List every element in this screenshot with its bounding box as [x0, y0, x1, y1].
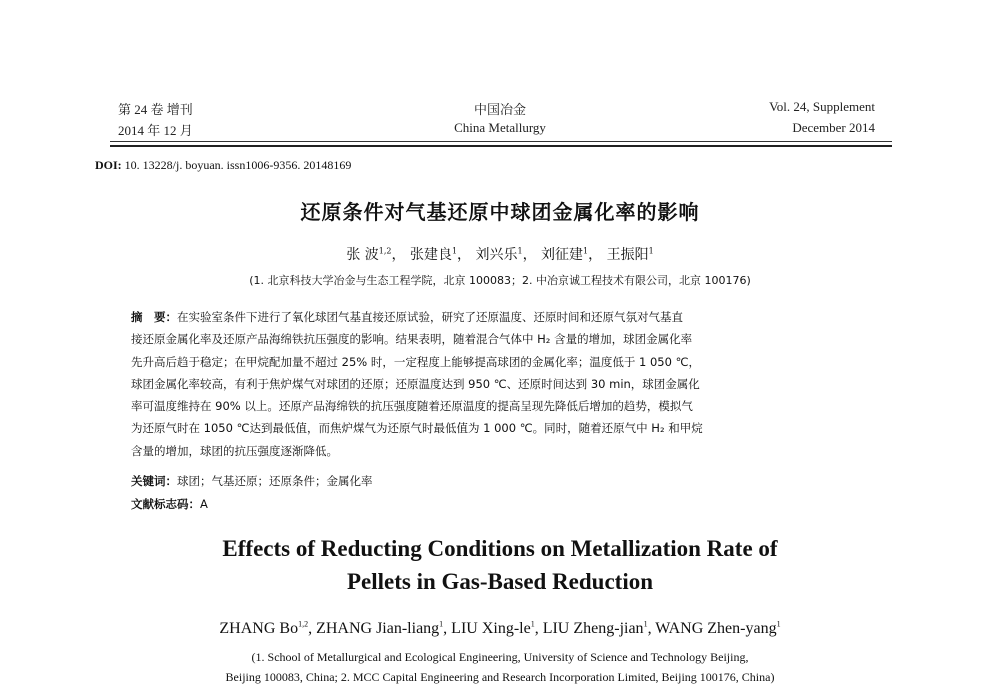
title-en-line-2: Pellets in Gas-Based Reduction [346, 569, 654, 594]
author-en: WANG Zhen-yang [655, 620, 777, 637]
author-cn: 张 波 [346, 247, 379, 263]
author-cn: 刘兴乐 [475, 247, 518, 263]
affiliation-en-line-1: (1. School of Metallurgical and Ecological Engineering, University of Science and Technology Beijing, [251, 650, 749, 664]
header-journal-en: China Metallurgy [454, 120, 546, 135]
author-cn: 刘征建 [541, 247, 584, 263]
document-code-value: A [200, 497, 208, 511]
document-code [131, 496, 208, 512]
keywords-value: 球团；气基还原；还原条件；金属化率 [177, 474, 373, 488]
abstract-line: 率可温度维持在 90% 以上。还原产品海绵铁的抗压强度随着还原温度的提高呈现先降低后增加的趋势，模拟气 [131, 399, 693, 414]
authors-en: ZHANG Bo$^{1,2}$, ZHANG Jian-liang$^1$, LIU Xing-$le^1$, LIU Zheng-jian$^1$, WANG Zhen-yang$^1$ [219, 619, 781, 637]
affiliation-cn: (1. 北京科技大学冶金与生态工程学院，北京 100083；2. 中冶京诚工程技术有限公司，北京 100176) [249, 274, 751, 287]
keywords-label: 关键词： [131, 474, 177, 488]
abstract-line: 球团金属化率较高，有利于焦炉煤气对球团的还原；还原温度达到 950 ℃、还原时间达到 30 min，球团金属化 [131, 376, 700, 391]
author-affil-sup: 1,2 [298, 619, 309, 629]
author-affil-sup: 1 [643, 619, 648, 629]
author-affil-sup: 1 [583, 246, 589, 256]
header-rule-top [110, 141, 892, 142]
document-code-label: 文献标志码： [131, 497, 200, 511]
header-date-en: December 2014 [792, 120, 875, 135]
header-journal-cn: 中国冶金 [473, 102, 526, 117]
authors-cn: 张 波$^{1,2}$， 张建良$^1$， 刘兴乐$^1$， 刘征建$^1$， 王振阳$^1$ [346, 246, 654, 263]
author-affil-sup: 1 [530, 619, 535, 629]
abstract-cn [131, 306, 871, 462]
title-en-line-1: Effects of Reducting Conditions on Metallization Rate of [222, 536, 778, 561]
author-affil-sup: 1,2 [378, 246, 392, 256]
doi-label: DOI: [95, 158, 122, 172]
abstract-line: 含量的增加，球团的抗压强度逐渐降低。 [131, 443, 338, 458]
author-en: ZHANG Bo [219, 620, 299, 637]
abstract-line: 先升高后趋于稳定；在甲烷配加量不超过 25% 时，一定程度上能够提高球团的金属化率；温度低于 1 050 ℃， [131, 354, 701, 369]
author-affil-sup: 1 [776, 619, 781, 629]
author-en: LIU Xing-le [451, 620, 531, 637]
doi-value: 10. 13228/j. boyuan. issn1006-9356. 20148169 [124, 158, 352, 172]
author-affil-sup: 1 [517, 246, 523, 256]
affiliation-en-line-2: Beijing 100083, China; 2. MCC Capital Engineering and Research Incorporation Limited, Beijing 100176, China) [225, 670, 775, 684]
doi-line [95, 158, 351, 173]
author-cn: 王振阳 [606, 247, 649, 263]
author-affil-sup: 1 [451, 246, 458, 256]
author-affil-sup: 1 [648, 246, 654, 256]
header-date-cn: 2014 年 12 月 [118, 123, 193, 138]
abstract-line: 接还原金属化率及还原产品海绵铁抗压强度的影响。结果表明，随着混合气体中 H₂ 含量的增加，球团金属化率 [131, 332, 693, 347]
header-rule-bottom [110, 145, 892, 147]
author-en: ZHANG Jian-liang [316, 620, 440, 637]
title-cn: 还原条件对气基还原中球团金属化率的影响 [300, 200, 700, 224]
abstract-label: 摘 要： [131, 310, 177, 324]
author-cn: 张建良 [409, 247, 452, 263]
author-en: LIU Zheng-jian [542, 620, 644, 637]
header-vol-en: Vol. 24, Supplement [769, 99, 875, 114]
header-volume: 第 24 卷 增刊 [118, 102, 193, 117]
abstract-line: 为还原气时在 1050 ℃达到最低值，而焦炉煤气为还原气时最低值为 1 000 ℃。同时，随着还原气中 H₂ 和甲烷 [131, 421, 703, 436]
author-affil-sup: 1 [439, 619, 444, 629]
keywords [131, 473, 373, 489]
abstract-line: 在实验室条件下进行了氧化球团气基直接还原试验，研究了还原温度、还原时间和还原气氛对气基直 [177, 310, 683, 324]
